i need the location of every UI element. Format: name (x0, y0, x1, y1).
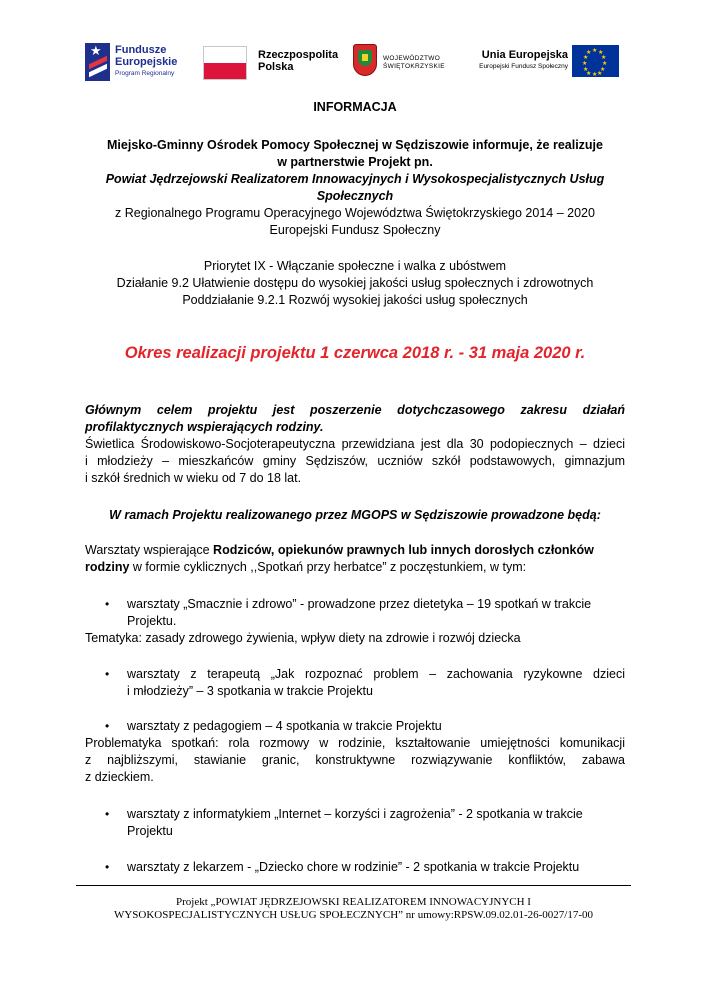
workshops-intro-line-1 (85, 542, 625, 558)
logos-bar (85, 40, 625, 86)
swietlica-line-1: Świetlica Środowiskowo-Socjoterapeutyczna przewidziana jest dla 30 podopiecznych – dzieci (85, 437, 625, 451)
swietlica-line-3: i szkół średnich w wieku od 7 do 18 lat. (85, 471, 302, 485)
eu-flag-icon: ★ ★ ★ ★ ★ ★ ★ ★ ★ ★ ★ ★ (572, 45, 619, 77)
fe-logo-text-3: Program Regionalny (115, 70, 175, 77)
problematyka-line-3: z dzieckiem. (85, 770, 154, 784)
fe-logo-text-1: Fundusze (115, 44, 167, 56)
project-title-line-2: Społecznych (316, 189, 394, 203)
ws-logo-text-1: WOJEWÓDZTWO (383, 55, 441, 62)
coat-of-arms-icon (353, 44, 377, 76)
workshops-intro-c: rodziny (85, 560, 130, 574)
rp-logo-text-2: Polska (258, 61, 294, 73)
workshop-item-1-line-2: Projektu. (127, 614, 177, 628)
workshop-item-2-line-2: i młodzieży” – 3 spotkania w trakcie Projektu (127, 684, 373, 698)
ue-logo-text-1: Unia Europejska (481, 49, 568, 61)
project-period: Okres realizacji projektu 1 czerwca 2018 r. - 31 maja 2020 r. (124, 344, 586, 362)
intro-line-1: Miejsko-Gminny Ośrodek Pomocy Społecznej w Sędziszowie informuje, że realizuje (107, 138, 603, 152)
polish-flag-icon (203, 46, 247, 80)
rp-logo-text-1: Rzeczpospolita (258, 49, 339, 61)
program-line-1: z Regionalnego Programu Operacyjnego Województwa Świętokrzyskiego 2014 – 2020 (115, 206, 595, 220)
goal-line-1: Głównym celem projektu jest poszerzenie dotychczasowego zakresu działań (85, 403, 625, 417)
wojewodztwo-swietokrzyskie-logo (353, 44, 453, 82)
document-heading: INFORMACJA (313, 100, 397, 114)
workshops-intro-b: Rodziców, opiekunów prawnych lub innych dorosłych członków (213, 543, 594, 557)
rzeczpospolita-polska-logo (203, 46, 339, 80)
bullet-icon: • (105, 860, 110, 874)
ue-logo-text-2: Europejski Fundusz Społeczny (479, 63, 568, 70)
bullet-icon: • (105, 719, 110, 733)
workshops-intro-d: w formie cyklicznych ,,Spotkań przy herbatce” z poczęstunkiem, w tym: (129, 560, 527, 574)
program-line-2: Europejski Fundusz Społeczny (269, 223, 441, 237)
workshop-item-4-line-2: Projektu (127, 824, 173, 838)
workshop-item-1-line-1: warsztaty „Smacznie i zdrowo” - prowadzone przez dietetyka – 19 spotkań w trakcie (127, 597, 592, 611)
ws-logo-text-2: ŚWIĘTOKRZYSKIE (383, 63, 445, 70)
ramach-heading: W ramach Projektu realizowanego przez MGOPS w Sędziszowie prowadzone będą: (109, 508, 601, 522)
workshop-item-4-line-1: warsztaty z informatykiem „Internet – korzyści i zagrożenia” - 2 spotkania w trakcie (127, 807, 583, 821)
fundusze-europejskie-logo (85, 43, 205, 83)
bullet-icon: • (105, 667, 110, 681)
action-line: Działanie 9.2 Ułatwienie dostępu do wysokiej jakości usług społecznych i zdrowotnych (116, 276, 594, 290)
priority-line: Priorytet IX - Włączanie społeczne i walka z ubóstwem (203, 259, 507, 273)
goal-line-2: profilaktycznych wspierających rodziny. (85, 420, 324, 434)
swietlica-line-2: i młodzieży – mieszkańców gminy Sędziszów, uczniów szkół podstawowych, gimnazjum (85, 454, 625, 468)
footer-line-2: WYSOKOSPECJALISTYCZNYCH USŁUG SPOŁECZNYCH” nr umowy:RPSW.09.02.01-26-0027/17-00 (113, 909, 594, 921)
unia-europejska-logo (473, 45, 625, 79)
problematyka-line-2: z najbliższymi, stawianie granic, konstruktywne rozwiązywanie konfliktów, zabawa (85, 753, 625, 767)
footer-line-1: Projekt „POWIAT JĘDRZEJOWSKI REALIZATOREM INNOWACYJNYCH I (176, 896, 531, 908)
tematyka-line: Tematyka: zasady zdrowego żywienia, wpływ diety na zdrowie i rozwój dziecka (85, 631, 521, 645)
footer-divider (76, 885, 631, 886)
subaction-line: Poddziałanie 9.2.1 Rozwój wysokiej jakości usług społecznych (182, 293, 528, 307)
problematyka-line-1: Problematyka spotkań: rola rozmowy w rodzinie, kształtowanie umiejętności komunikacji (85, 736, 625, 750)
bullet-icon: • (105, 597, 110, 611)
fe-logo-text-2: Europejskie (115, 56, 178, 68)
workshops-intro-line-2 (85, 559, 625, 575)
workshop-item-3: warsztaty z pedagogiem – 4 spotkania w trakcie Projektu (127, 719, 442, 733)
intro-line-2: w partnerstwie Projekt pn. (277, 155, 433, 169)
workshop-item-5: warsztaty z lekarzem - „Dziecko chore w rodzinie” - 2 spotkania w trakcie Projektu (127, 860, 580, 874)
project-title-line-1: Powiat Jędrzejowski Realizatorem Innowacyjnych i Wysokospecjalistycznych Usług (105, 172, 605, 186)
workshop-item-2-line-1: warsztaty z terapeutą „Jak rozpoznać problem – zachowania ryzykowne dzieci (127, 667, 625, 681)
workshops-intro-a: Warsztaty wspierające (85, 543, 214, 557)
bullet-icon: • (105, 807, 110, 821)
fe-star-icon: ★ (85, 43, 110, 81)
